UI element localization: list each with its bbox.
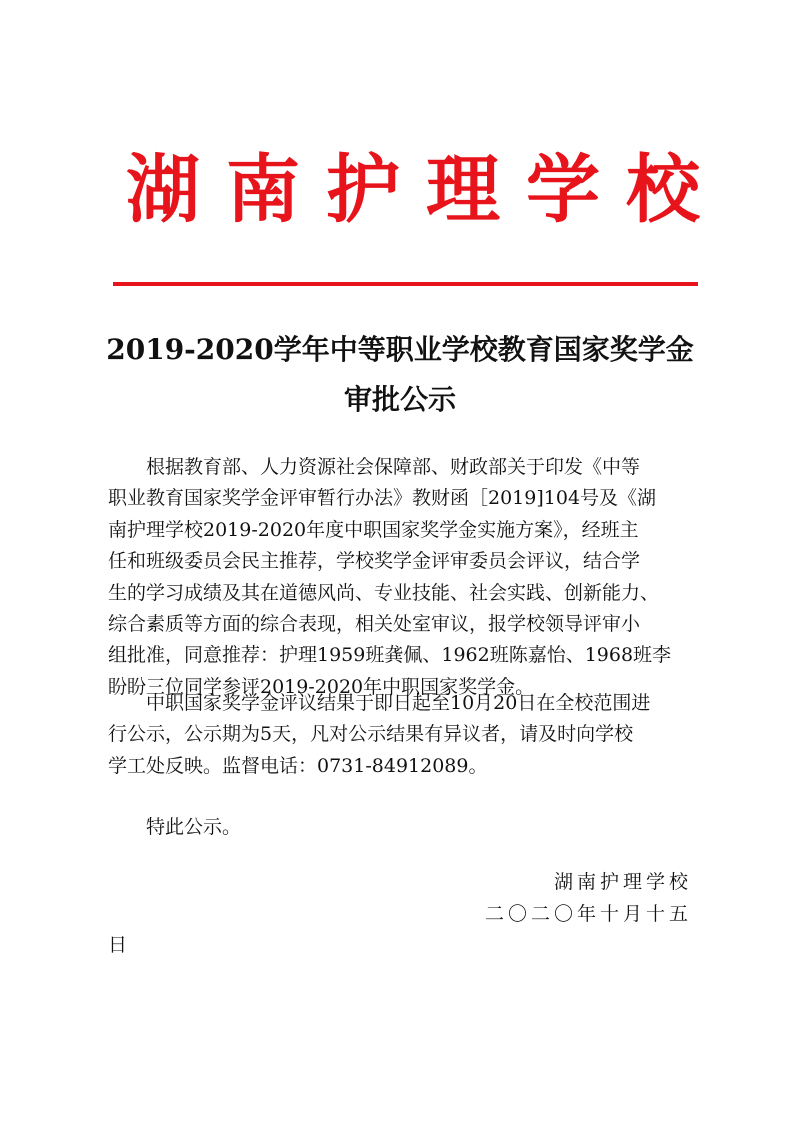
closing-paragraph xyxy=(108,812,698,843)
notice-title-line-1: 2019-2020学年中等职业学校教育国家奖学金 xyxy=(106,333,694,366)
body-line: 行公示，公示期为5天，凡对公示结果有异议者，请及时向学校 xyxy=(108,723,634,746)
body-line: 中职国家奖学金评议结果于即日起至10月20日在全校范围进 xyxy=(108,692,651,714)
body-line: 根据教育部、人力资源社会保障部、财政部关于印发《中等 xyxy=(108,456,641,478)
school-name-header: 湖南护理学校 xyxy=(126,147,726,233)
body-line: 学工处反映。监督电话：0731-84912089。 xyxy=(108,754,488,777)
signature-date: 二〇二〇年十月十五 xyxy=(484,903,692,925)
body-line: 组批准，同意推荐：护理1959班龚佩、1962班陈嘉怡、1968班李 xyxy=(108,644,672,667)
closing-line: 特此公示。 xyxy=(108,816,242,838)
notice-title-line-2: 审批公示 xyxy=(343,383,456,416)
signature-date-tail: 日 xyxy=(108,934,128,956)
body-line: 综合素质等方面的综合表现，相关处室审议，报学校领导评审小 xyxy=(108,612,641,635)
body-line: 盼盼三位同学参评2019-2020年中职国家奖学金。 xyxy=(108,675,535,698)
body-line: 南护理学校2019-2020年度中职国家奖学金实施方案》，经班主 xyxy=(108,518,639,541)
body-line: 任和班级委员会民主推荐，学校奖学金评审委员会评议，结合学 xyxy=(108,550,641,573)
red-divider-line xyxy=(113,282,698,286)
body-line: 生的学习成绩及其在道德风尚、专业技能、社会实践、创新能力、 xyxy=(108,581,660,604)
body-paragraph-2 xyxy=(108,688,698,782)
signature-org: 湖南护理学校 xyxy=(553,871,692,893)
body-paragraph-1 xyxy=(108,452,698,703)
body-line: 职业教育国家奖学金评审暂行办法》教财函［2019]104号及《湖 xyxy=(108,487,657,510)
